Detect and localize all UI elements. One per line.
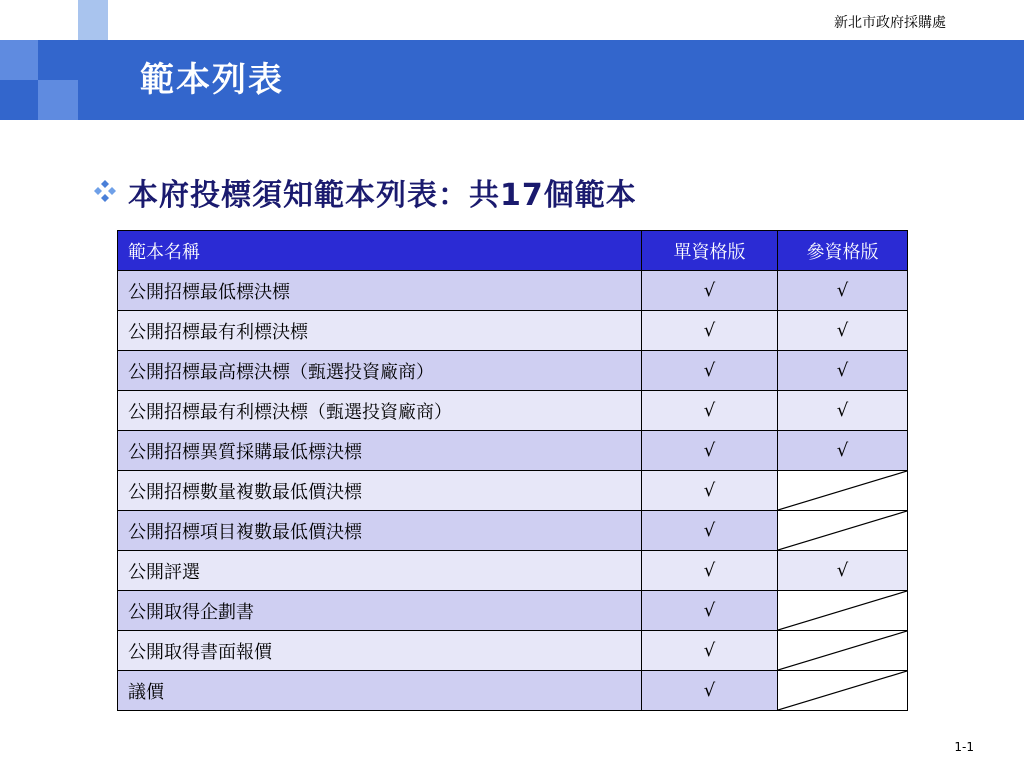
bullet-line	[90, 170, 637, 214]
multi-qualification-cell	[778, 351, 908, 391]
template-name-cell: 公開招標最有利標決標	[118, 311, 642, 351]
check-mark: √	[703, 520, 716, 541]
table-row	[118, 271, 908, 311]
template-name-cell: 議價	[118, 671, 642, 711]
template-name-cell: 公開招標最低標決標	[118, 271, 642, 311]
template-name-cell: 公開取得書面報價	[118, 631, 642, 671]
table-row	[118, 431, 908, 471]
check-mark: √	[836, 360, 849, 381]
not-applicable-slash	[778, 671, 907, 710]
header-multi-qualification: 參資格版	[778, 231, 908, 271]
table-row	[118, 591, 908, 631]
decor-square-5	[38, 80, 78, 120]
check-mark: √	[836, 440, 849, 461]
multi-qualification-cell	[778, 671, 908, 711]
header-template-name: 範本名稱	[118, 231, 642, 271]
check-mark: √	[703, 640, 716, 661]
single-qualification-cell	[642, 351, 778, 391]
template-name-cell: 公開招標最有利標決標（甄選投資廠商）	[118, 391, 642, 431]
template-table	[117, 230, 908, 711]
table-row	[118, 391, 908, 431]
multi-qualification-cell	[778, 551, 908, 591]
page-number: 1-1	[954, 740, 974, 754]
multi-qualification-cell	[778, 431, 908, 471]
single-qualification-cell	[642, 391, 778, 431]
check-mark: √	[836, 560, 849, 581]
check-mark: √	[836, 280, 849, 301]
check-mark: √	[703, 400, 716, 421]
not-applicable-slash	[778, 471, 907, 510]
template-name-cell: 公開取得企劃書	[118, 591, 642, 631]
check-mark: √	[836, 400, 849, 421]
org-name: 新北市政府採購處	[834, 15, 946, 31]
multi-qualification-cell	[778, 471, 908, 511]
decor-square-1	[78, 0, 108, 40]
multi-qualification-cell	[778, 271, 908, 311]
slide-title: 範本列表	[140, 60, 284, 100]
check-mark: √	[703, 440, 716, 461]
single-qualification-cell	[642, 591, 778, 631]
diamond-bullet-icon	[90, 177, 120, 207]
decor-square-6	[0, 40, 38, 80]
not-applicable-slash	[778, 511, 907, 550]
table-row	[118, 631, 908, 671]
template-name-cell: 公開招標異質採購最低標決標	[118, 431, 642, 471]
table-row	[118, 511, 908, 551]
single-qualification-cell	[642, 471, 778, 511]
table-row	[118, 351, 908, 391]
table-row	[118, 551, 908, 591]
template-name-cell: 公開招標項目複數最低價決標	[118, 511, 642, 551]
template-name-cell: 公開招標數量複數最低價決標	[118, 471, 642, 511]
check-mark: √	[703, 280, 716, 301]
single-qualification-cell	[642, 631, 778, 671]
table-row	[118, 471, 908, 511]
check-mark: √	[703, 600, 716, 621]
single-qualification-cell	[642, 431, 778, 471]
check-mark: √	[703, 560, 716, 581]
not-applicable-slash	[778, 591, 907, 630]
check-mark: √	[703, 680, 716, 701]
check-mark: √	[836, 320, 849, 341]
template-name-cell: 公開招標最高標決標（甄選投資廠商）	[118, 351, 642, 391]
multi-qualification-cell	[778, 591, 908, 631]
multi-qualification-cell	[778, 311, 908, 351]
table-body	[118, 271, 908, 711]
single-qualification-cell	[642, 551, 778, 591]
table-header-row	[118, 231, 908, 271]
bullet-text: 本府投標須知範本列表：共17個範本	[128, 178, 637, 213]
not-applicable-slash	[778, 631, 907, 670]
table-row	[118, 311, 908, 351]
single-qualification-cell	[642, 671, 778, 711]
check-mark: √	[703, 320, 716, 341]
multi-qualification-cell	[778, 511, 908, 551]
check-mark: √	[703, 480, 716, 501]
table-row	[118, 671, 908, 711]
template-name-cell: 公開評選	[118, 551, 642, 591]
header-single-qualification: 單資格版	[642, 231, 778, 271]
single-qualification-cell	[642, 311, 778, 351]
check-mark: √	[703, 360, 716, 381]
multi-qualification-cell	[778, 631, 908, 671]
multi-qualification-cell	[778, 391, 908, 431]
single-qualification-cell	[642, 271, 778, 311]
single-qualification-cell	[642, 511, 778, 551]
